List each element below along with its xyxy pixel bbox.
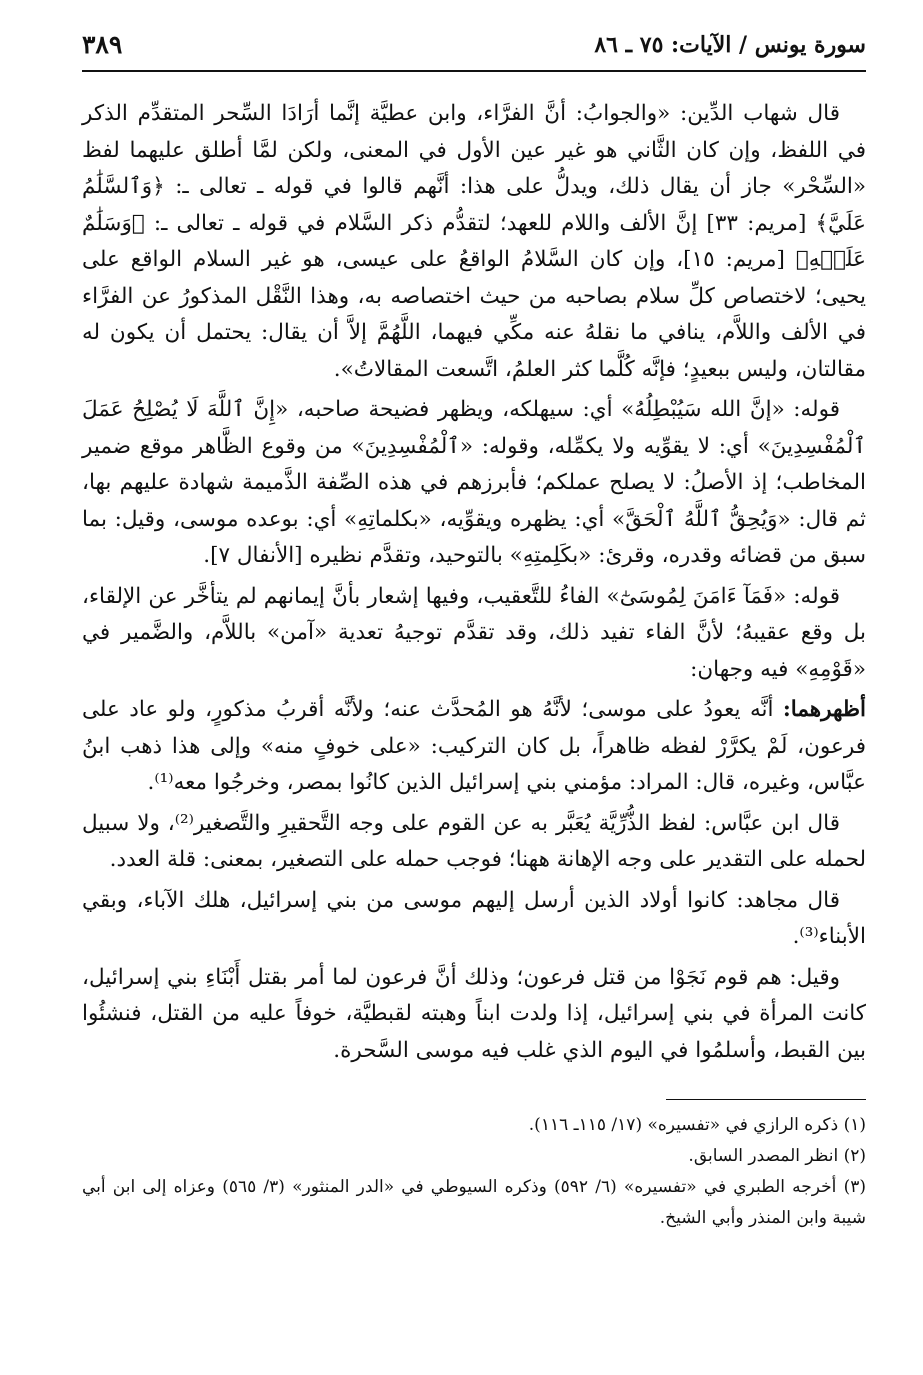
footnote: (١) ذكره الرازي في «تفسيره» (١٧/ ١١٥ـ ١١٦). (528, 1115, 866, 1135)
paragraph: قال مجاهد: كانوا أولاد الذين أرسل إليهم موسى من بني إسرائيل، هلك الآباء، وبقي الأبناء⁽³⁾. (82, 887, 866, 949)
paragraph: قال شهاب الدِّين: «والجوابُ: أنَّ الفرَّاء، وابن عطيَّة إنَّما أرَادَا السِّحر المتقدِّم الذكر في اللفظ، وإن كان الثَّاني هو غير عين الأول في المعنى، ولكن لمَّا أطلق عليهما لفظ «السِّحْر» جاز أن يقال ذلك، ويدلُّ على هذا: أنَّهم قالوا في قوله ـ تعالى ـ: ﴿وَٱلسَّلَٰمُ عَلَيَّ﴾ [مريم: ٣٣] إنَّ الألف واللام للعهد؛ لتقدُّم ذكر السَّلام في قوله ـ تعالى ـ: ﴿وَسَلَٰمٌ عَلَيۡهِ﴾ [مريم: ١٥]، وإن كان السَّلامُ الواقعُ على عيسى، هو غير السلام الواقع على يحيى؛ لاختصاص كلِّ سلام بصاحبه من حيث اختصاصه به، وهذا النَّقْل المذكورُ عن الفرَّاء في الألف واللاَّم، ينافي ما نقلهُ عنه مكِّي فيهما، اللَّهُمَّ إلاَّ أن يقال: يحتمل أن يكون له مقالتان، وليس ببعيدٍ؛ فإنَّه كُلَّما كثر العلمُ، اتَّسعت المقالاتُ». (82, 101, 866, 382)
paragraph: وقيل: هم قوم نَجَوْا من قتل فرعون؛ وذلك أنَّ فرعون لما أمر بقتل أَبْنَاءِ بني إسرائيل، كانت المرأة في بني إسرائيل، إذا ولدت ابناً وهبته لقبطيَّة، خوفاً عليه من القتل، فنشئُوا بين القبط، وأسلمُوا في اليوم الذي غلب فيه موسى السَّحرة. (82, 964, 866, 1063)
footnote: (٣) أخرجه الطبري في «تفسيره» (٦/ ٥٩٢) وذكره السيوطي في «الدر المنثور» (٣/ ٥٦٥) وعزاه إلى ابن أبي شيبة وابن المنذر وأبي الشيخ. (82, 1177, 866, 1228)
footnotes (82, 1110, 866, 1234)
footnote-separator (666, 1099, 866, 1100)
running-title: سورة يونس / الآيات: ٧٥ ـ ٨٦ (594, 32, 866, 58)
paragraph-first-view (82, 692, 866, 802)
paragraph: قال ابن عبَّاس: لفظ الذُّرِّيَّة يُعَبَّر به عن القوم على وجه التَّحقيرِ والتَّصغير⁽²⁾، ولا سبيل لحمله على التقدير على وجه الإهانة ههنا؛ فوجب حمله على التصغير، بمعنى: قلة العدد. (82, 810, 866, 872)
paragraph: قوله: «إنَّ الله سَيُبْطِلُهُ» أي: سيهلكه، ويظهر فضيحة صاحبه، «إِنَّ ٱللَّهَ لَا يُصْلِحُ عَمَلَ ٱلْمُفْسِدِينَ» أي: لا يقوِّيه ولا يكمِّله، وقوله: «ٱلْمُفْسِدِينَ» من وقوع الظَّاهر موقع ضمير المخاطب؛ إذ الأصلُ: لا يصلح عملكم؛ فأبرزهم في هذه الصِّفة الذَّميمة شهادة عليهم بها، ثم قال: «وَيُحِقُّ ٱللَّهُ ٱلْحَقَّ» أي: يظهره ويقوِّيه، «بكلماتِهِ» أي: بوعده موسى، وقيل: بما سبق من قضائه وقدره، وقرئ: «بكَلِمتِهِ» بالتوحيد، وتقدَّم نظيره [الأنفال ٧]. (82, 397, 866, 568)
first-view-text: أنَّه يعودُ على موسى؛ لأنَّهُ هو المُحدَّث عنه؛ ولأنَّه أقربُ مذكورٍ، ولو عاد على فرعون، لَمْ يكرَّرْ لفظه ظاهراً، بل كان التركيب: «على خوفٍ منه» وإلى هذا ذهب ابنُ عبَّاس، وغيره، قال: المراد: مؤمني بني إسرائيل الذين كانُوا بمصر، وخرجُوا معه⁽¹⁾. (82, 697, 866, 795)
book-page (82, 30, 866, 1234)
page-number: ٣٨٩ (82, 30, 123, 59)
page-header (82, 30, 866, 72)
main-text (82, 96, 866, 1069)
first-view-lead: أظهرهما: (782, 697, 866, 722)
paragraph: قوله: «فَمَآ ءَامَنَ لِمُوسَىٰٓ» الفاءُ للتَّعقيب، وفيها إشعار بأنَّ إيمانهم لم يتأخَّر عن الإلقاء، بل وقع عقيبهُ؛ لأنَّ الفاء تفيد ذلك، وقد تقدَّم توجيهُ تعدية «آمن» باللاَّم، والضَّمير في «قَوْمِهِ» فيه وجهان: (82, 583, 866, 682)
footnote: (٢) انظر المصدر السابق. (688, 1146, 866, 1166)
